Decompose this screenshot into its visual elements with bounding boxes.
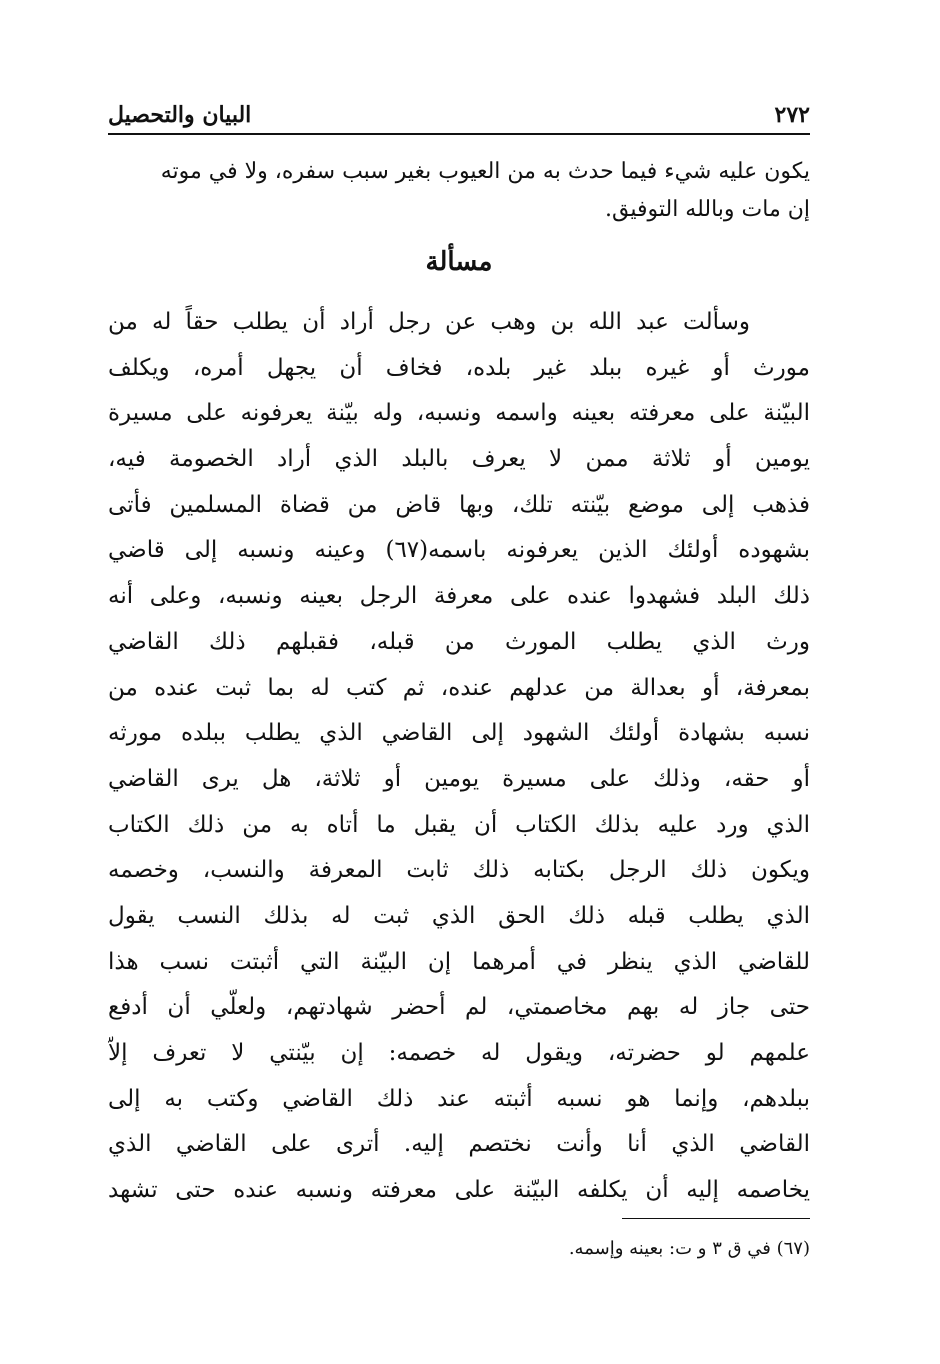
body-line: الذي ورد عليه بذلك الكتاب أن يقبل ما أتاه به من ذلك الكتاب: [108, 811, 810, 838]
intro-line: إن مات وبالله التوفيق.: [605, 197, 810, 222]
body-line: ببلدهم، وإنما هو نسبه أثبته عند ذلك القاضي وكتب به إلى: [108, 1085, 810, 1112]
section-title: مسألة: [425, 247, 493, 277]
body-line: يومين أو ثلاثة ممن لا يعرف بالبلد الذي أراد الخصومة فيه،: [108, 446, 810, 473]
footnote: (٦٧) في ق ٣ و ت: بعينه وإسمه.: [568, 1238, 810, 1259]
body-line: نسبه بشهادة أولئك الشهود إلى القاضي الذي يطلب ببلده مورثه: [108, 720, 810, 747]
header-rule: [108, 133, 810, 135]
body-line: فذهب إلى موضع بيّنته تلك، وبها قاض من قضاة المسلمين فأتى: [108, 491, 810, 518]
body-line: للقاضي الذي ينظر في أمرهما إن البيّنة التي أثبتت نسب هذا: [108, 948, 810, 975]
body-line: الذي يطلب قبله ذلك الحق الذي ثبت له بذلك النسب يقول: [108, 902, 810, 929]
body-line: ورث الذي يطلب المورث من قبله، فقبلهم ذلك القاضي: [108, 628, 810, 655]
body-line: البيّنة على معرفته بعينه واسمه ونسبه، وله بيّنة يعرفونه على مسيرة: [108, 400, 810, 427]
intro-line: يكون عليه شيء فيما حدث به من العيوب بغير سبب سفره، ولا في موته: [160, 159, 810, 184]
running-header: [108, 96, 810, 130]
body-line: مورث أو غيره ببلد غير بلده، فخاف أن يجهل أمره، ويكلف: [108, 354, 810, 381]
page-number: ٢٧٢: [774, 102, 810, 128]
body-text: [108, 300, 810, 1214]
body-line: بشهوده أولئك الذين يعرفونه باسمه(٦٧) وعينه ونسبه إلى قاضي: [108, 537, 810, 564]
body-line: حتى جاز له بهم مخاصمتي، لم أحضر شهادتهم، ولعلّي أن أدفع: [108, 994, 810, 1021]
book-title: البيان والتحصيل: [108, 102, 252, 128]
footnote-rule: [622, 1218, 810, 1219]
body-line: ذلك البلد فشهدوا عنده على معرفة الرجل بعينه ونسبه، وعلى أنه: [108, 583, 810, 610]
body-line: يخاصمه إليه أن يكلفه البيّنة على معرفته ونسبه عنده حتى تشهد: [108, 1177, 810, 1204]
body-line: بمعرفة، أو بعدالة من عدلهم عنده، ثم كتب له بما ثبت عنده من: [108, 674, 810, 701]
body-line: القاضي الذي أنا وأنت نختصم إليه. أترى على القاضي الذي: [108, 1131, 810, 1158]
body-line: أو حقه، وذلك على مسيرة يومين أو ثلاثة، هل يرى القاضي: [108, 765, 810, 792]
intro-paragraph: [108, 153, 810, 229]
body-line: وسألت عبد الله بن وهب عن رجل أراد أن يطلب حقاً له من: [108, 309, 750, 335]
body-line: ويكون ذلك الرجل بكتابه ذلك ثابت المعرفة والنسب، وخصمه: [108, 857, 810, 884]
body-line: علمهم لو حضرته، ويقول له خصمه: إن بيّنتي لا تعرف إلاّ: [108, 1040, 810, 1066]
